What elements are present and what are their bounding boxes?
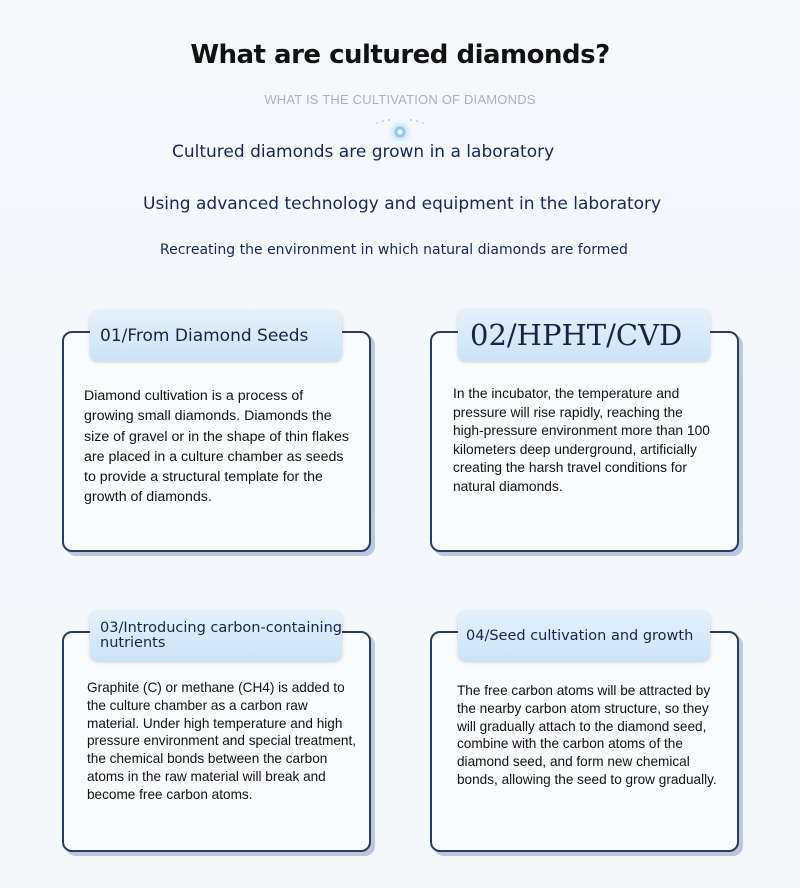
intro-line-3: Recreating the environment in which natural diamonds are formed bbox=[160, 242, 628, 258]
card-label-hpht-cvd: 02/HPHT/CVD bbox=[458, 309, 710, 361]
card-body-diamond-seeds: Diamond cultivation is a process of growing small diamonds. Diamonds the size of gravel or in the shape of thin flakes are placed in a culture chamber as seeds to provide a structural template for the growth of diamonds. bbox=[84, 388, 349, 506]
card-body-hpht-cvd: In the incubator, the temperature and pressure will rise rapidly, reaching the high-pressure environment more than 100 kilometers deep underground, artificially creating the harsh travel conditions for natural diamonds. bbox=[453, 386, 710, 494]
card-label-seed-growth: 04/Seed cultivation and growth bbox=[458, 611, 710, 661]
card-label-diamond-seeds: 01/From Diamond Seeds bbox=[90, 311, 342, 361]
card-body-carbon-nutrients: Graphite (C) or methane (CH4) is added to the culture chamber as a carbon raw material. Under high temperature and high pressure environment and special treatment, the chemical bonds between the carbon atoms in the raw material will break and become free carbon atoms. bbox=[87, 680, 356, 802]
card-body-seed-growth: The free carbon atoms will be attracted by the nearby carbon atom structure, so they will gradually attach to the diamond seed, combine with the carbon atoms of the diamond seed, and form new chemical bonds, allowing the seed to grow gradually. bbox=[457, 683, 717, 787]
intro-line-2: Using advanced technology and equipment in the laboratory bbox=[143, 194, 662, 214]
card-label-carbon-nutrients: 03/Introducing carbon-containing nutrients bbox=[90, 611, 342, 661]
intro-line-1: Cultured diamonds are grown in a laboratory bbox=[172, 142, 555, 162]
glowing-orb-icon bbox=[393, 125, 407, 139]
page-subtitle: WHAT IS THE CULTIVATION OF DIAMONDS bbox=[264, 92, 536, 107]
page-title: What are cultured diamonds? bbox=[190, 40, 610, 70]
